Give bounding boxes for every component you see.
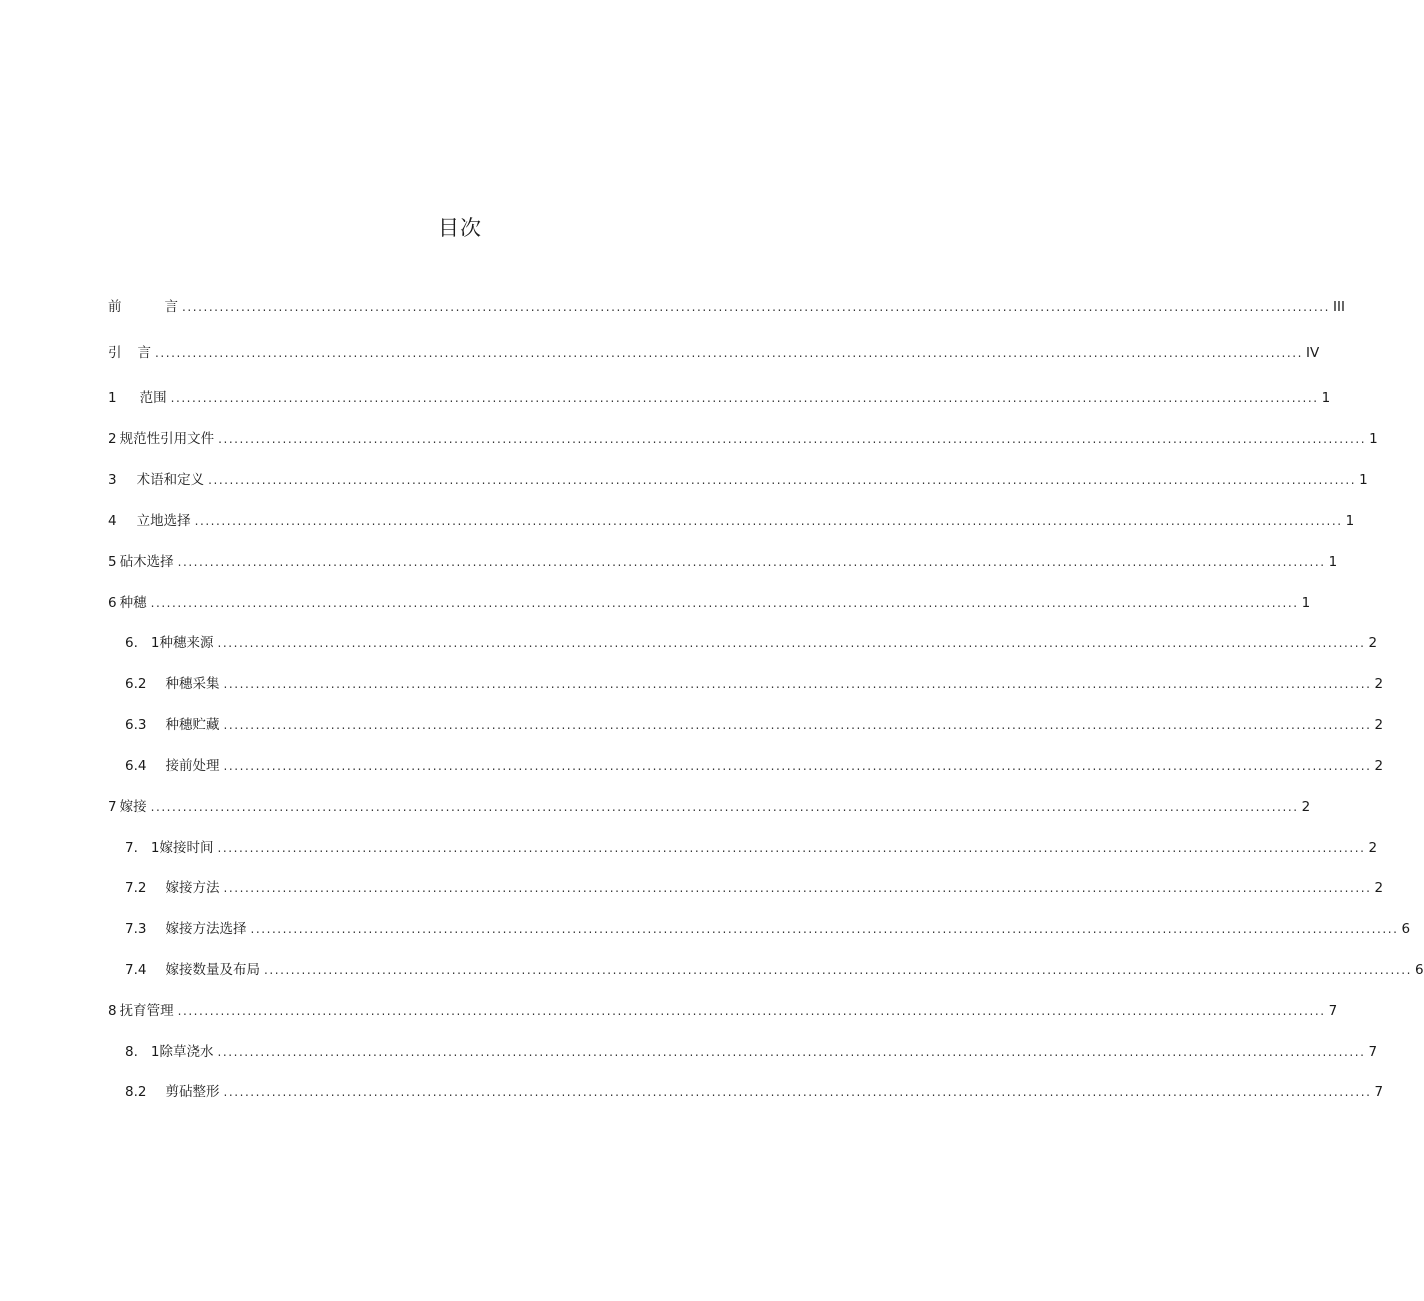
toc-entry-page: IV — [1306, 345, 1320, 361]
toc-entry-6-4[interactable] — [125, 754, 1384, 778]
toc-entry-label: 种穗 — [119, 595, 147, 611]
toc-leader-dots: ...................................................................................................................................................................................................................... — [263, 963, 1412, 977]
toc-entry-8-2[interactable] — [125, 1080, 1384, 1104]
toc-entry-number: 7. — [125, 840, 138, 856]
toc-entry-page: 2 — [1374, 717, 1384, 733]
toc-entry-7-3[interactable] — [125, 917, 1411, 941]
toc-entry-introduction[interactable] — [108, 341, 1320, 365]
toc-entry-label: 规范性引用文件 — [119, 431, 215, 447]
toc-entry-number: 7 — [108, 799, 117, 815]
toc-leader-dots: ...................................................................................................................................................................................................................... — [223, 677, 1372, 691]
toc-entry-page: 2 — [1374, 880, 1384, 896]
toc-leader-dots: ...................................................................................................................................................................................................................... — [223, 881, 1372, 895]
toc-entry-6-1[interactable] — [125, 631, 1378, 655]
toc-entry-number: 4 — [108, 513, 117, 529]
toc-entry-label: 范围 — [139, 390, 167, 406]
toc-entry-number: 8. — [125, 1044, 138, 1060]
toc-entry-label: 嫁接 — [119, 799, 147, 815]
toc-entry-1[interactable] — [108, 386, 1331, 410]
toc-entry-label: 嫁接方法选择 — [165, 921, 247, 937]
toc-entry-6-2[interactable] — [125, 672, 1384, 696]
toc-entry-label: 术语和定义 — [136, 472, 205, 488]
toc-entry-label: 砧木选择 — [119, 554, 174, 570]
toc-leader-dots: ...................................................................................................................................................................................................................... — [223, 718, 1372, 732]
toc-entry-page: 1 — [1369, 431, 1378, 447]
toc-entry-number: 7.4 — [125, 962, 147, 978]
toc-leader-dots: ...................................................................................................................................................................................................................... — [182, 300, 1330, 314]
toc-entry-page: 2 — [1374, 758, 1384, 774]
toc-leader-dots: ...................................................................................................................................................................................................................... — [218, 432, 1367, 446]
toc-leader-dots: ...................................................................................................................................................................................................................... — [217, 1045, 1366, 1059]
toc-entry-page: III — [1333, 299, 1345, 315]
toc-entry-label: 1种穗来源 — [150, 635, 214, 651]
toc-entry-label: 种穗采集 — [165, 676, 220, 692]
toc-entry-page: 6 — [1414, 962, 1424, 978]
toc-entry-number: 6.2 — [125, 676, 147, 692]
toc-leader-dots: ...................................................................................................................................................................................................................... — [177, 555, 1326, 569]
toc-entry-number: 1 — [108, 390, 117, 406]
toc-leader-dots: ...................................................................................................................................................................................................................... — [223, 759, 1372, 773]
toc-entry-4[interactable] — [108, 509, 1355, 533]
toc-entry-page: 2 — [1374, 676, 1384, 692]
toc-entry-page: 2 — [1368, 635, 1378, 651]
toc-entry-page: 7 — [1328, 1003, 1338, 1019]
toc-entry-page: 1 — [1345, 513, 1355, 529]
toc-entry-label: 1嫁接时间 — [150, 840, 214, 856]
toc-entry-number: 6. — [125, 635, 138, 651]
toc-entry-7[interactable] — [108, 795, 1311, 819]
toc-entry-7-2[interactable] — [125, 876, 1384, 900]
toc-entry-label: 抚育管理 — [119, 1003, 174, 1019]
toc-entry-number: 6.4 — [125, 758, 147, 774]
toc-leader-dots: ...................................................................................................................................................................................................................... — [170, 391, 1319, 405]
toc-entry-label: 剪砧整形 — [165, 1084, 220, 1100]
toc-leader-dots: ...................................................................................................................................................................................................................... — [194, 514, 1343, 528]
toc-leader-dots: ...................................................................................................................................................................................................................... — [217, 636, 1366, 650]
toc-entry-page: 1 — [1321, 390, 1331, 406]
toc-leader-dots: ...................................................................................................................................................................................................................... — [223, 1085, 1372, 1099]
toc-entry-2[interactable] — [108, 427, 1378, 451]
toc-leader-dots: ...................................................................................................................................................................................................................... — [208, 473, 1357, 487]
toc-leader-dots: ...................................................................................................................................................................................................................... — [150, 596, 1299, 610]
toc-entry-number: 3 — [108, 472, 117, 488]
toc-entry-6[interactable] — [108, 591, 1311, 615]
toc-entry-label: 1除草浇水 — [150, 1044, 214, 1060]
toc-leader-dots: ...................................................................................................................................................................................................................... — [150, 800, 1299, 814]
toc-entry-number: 8.2 — [125, 1084, 147, 1100]
toc-entry-label: 种穗贮藏 — [165, 717, 220, 733]
toc-entry-number: 5 — [108, 554, 117, 570]
toc-entry-number: 6 — [108, 595, 117, 611]
toc-entry-page: 2 — [1301, 799, 1311, 815]
toc-leader-dots: ...................................................................................................................................................................................................................... — [177, 1004, 1326, 1018]
toc-entry-5[interactable] — [108, 550, 1338, 574]
toc-entry-page: 1 — [1328, 554, 1338, 570]
toc-entry-label: 立地选择 — [136, 513, 191, 529]
toc-entry-8-1[interactable] — [125, 1040, 1378, 1064]
toc-entry-number: 引 — [108, 345, 122, 361]
toc-entry-page: 7 — [1368, 1044, 1378, 1060]
toc-entry-page: 7 — [1374, 1084, 1384, 1100]
toc-entry-7-1[interactable] — [125, 836, 1378, 860]
toc-entry-label: 接前处理 — [165, 758, 220, 774]
toc-entry-label: 嫁接数量及布局 — [165, 962, 260, 978]
toc-leader-dots: ...................................................................................................................................................................................................................... — [250, 922, 1399, 936]
toc-entry-page: 2 — [1368, 840, 1378, 856]
toc-entry-number: 前 — [108, 299, 122, 315]
toc-entry-number: 2 — [108, 431, 117, 447]
toc-entry-page: 6 — [1401, 921, 1411, 937]
toc-entry-3[interactable] — [108, 468, 1368, 492]
toc-entry-number: 7.3 — [125, 921, 147, 937]
toc-entry-page: 1 — [1301, 595, 1311, 611]
toc-entry-6-3[interactable] — [125, 713, 1384, 737]
toc-entry-label: 言 — [137, 345, 151, 361]
toc-entry-foreword[interactable] — [108, 295, 1345, 319]
toc-entry-page: 1 — [1359, 472, 1368, 488]
toc-entry-number: 8 — [108, 1003, 117, 1019]
page-title: 目次 — [438, 216, 482, 240]
toc-leader-dots: ...................................................................................................................................................................................................................... — [217, 841, 1366, 855]
toc-entry-number: 7.2 — [125, 880, 147, 896]
toc-entry-8[interactable] — [108, 999, 1338, 1023]
toc-leader-dots: ...................................................................................................................................................................................................................... — [155, 346, 1303, 360]
toc-entry-label: 言 — [164, 299, 178, 315]
toc-entry-7-4[interactable] — [125, 958, 1424, 982]
toc-entry-label: 嫁接方法 — [165, 880, 220, 896]
toc-entry-number: 6.3 — [125, 717, 147, 733]
